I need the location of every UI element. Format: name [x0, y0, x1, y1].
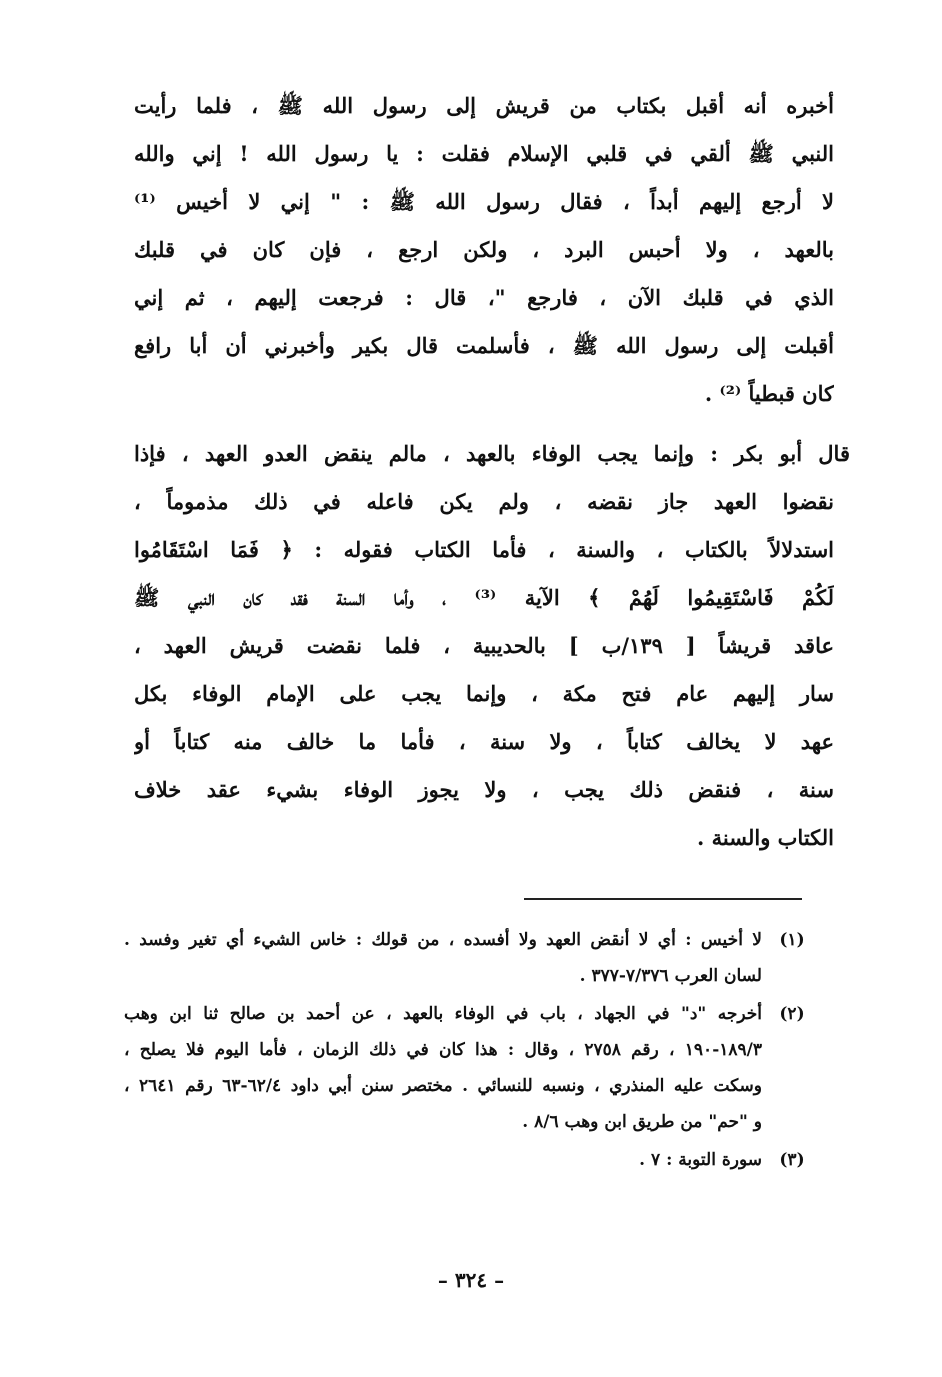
- footnote-3: [124, 1142, 814, 1178]
- text-line: النبي ﷺ ألقي في قلبي الإسلام فقلت : يا رسول الله ! إني والله: [134, 141, 834, 166]
- text-line: أخبره أنه أقبل بكتاب من قريش إلى رسول الله ﷺ ، فلما رأيت: [134, 93, 834, 118]
- footnote-line: لسان العرب ٧/٣٧٦-٣٧٧ .: [579, 966, 762, 986]
- text-line: الكتاب والسنة .: [697, 825, 834, 850]
- footnote-number: (١): [779, 930, 805, 950]
- footnote-line: سورة التوبة : ٧ .: [639, 1150, 762, 1170]
- footnote-2: [124, 996, 814, 1140]
- text-line: لَكُمْ فَاسْتَقِيمُوا لَهُمْ ﴾ الآية ⁽³⁾ ، وأما السنة فقد كان النبي ﷺ: [134, 585, 834, 610]
- footnote-line: أخرجه "د" في الجهاد ، باب في الوفاء بالعهد ، عن أحمد بن صالح ثنا ابن وهب: [124, 1004, 762, 1024]
- main-text: [134, 82, 850, 862]
- text-line: كان قبطياً ⁽²⁾ .: [704, 381, 834, 406]
- text-line: عاقد قريشاً [ ١٣٩/ب ] بالحديبية ، فلما نقضت قريش العهد ،: [134, 633, 834, 658]
- footnote-line: لا أخيس : أي لا أنقض العهد ولا أفسده ، من قولك : خاس الشيء أي تغير وفسد .: [124, 930, 762, 950]
- text-line: قال أبو بكر : وإنما يجب الوفاء بالعهد ، مالم ينقض العدو العهد ، فإذا: [134, 441, 850, 466]
- text-line: لا أرجع إليهم أبداً ، فقال رسول الله ﷺ : " إني لا أخيس ⁽¹⁾: [134, 189, 834, 214]
- footnote-1: [124, 922, 814, 994]
- text-line: نقضوا العهد جاز نقضه ، ولم يكن فاعله في ذلك مذموماً ،: [134, 489, 834, 514]
- paragraph-1: [134, 82, 834, 418]
- footnote-line: ١٨٩/٣-١٩٠ ، رقم ٢٧٥٨ ، وقال : هذا كان في ذلك الزمان ، فأما اليوم فلا يصلح ،: [124, 1040, 762, 1060]
- text-line: الذي في قلبك الآن ، فارجع "، قال : فرجعت إليهم ، ثم إني: [134, 285, 834, 310]
- footnote-separator: [524, 898, 802, 900]
- text-line: استدلالاً بالكتاب ، والسنة ، فأما الكتاب فقوله : ﴿ فَمَا اسْتَقَامُوا: [134, 537, 834, 562]
- text-line: سنة ، فنقض ذلك يجب ، ولا يجوز الوفاء بشيء عقد خلاف: [134, 777, 834, 802]
- footnote-line: وسكت عليه المنذري ، ونسبه للنسائي . مختصر سنن أبي داود ٦٢/٤-٦٣ رقم ٢٦٤١ ،: [124, 1076, 762, 1096]
- footnote-line: و "حم" من طريق ابن وهب ٨/٦ .: [522, 1112, 762, 1132]
- page-number: – ٣٢٤ –: [437, 1268, 505, 1292]
- paragraph-2: [134, 430, 850, 862]
- text-line: أقبلت إلى رسول الله ﷺ ، فأسلمت قال بكير وأخبرني أن أبا رافع: [134, 333, 834, 358]
- text-line: عهد لا يخالف كتاباً ، ولا سنة ، فأما ما خالف منه كتاباً أو: [134, 729, 834, 754]
- footnote-number: (٣): [779, 1150, 805, 1170]
- footnotes: [124, 922, 814, 1180]
- text-line: بالعهد ، ولا أحبس البرد ، ولكن ارجع ، فإن كان في قلبك: [134, 237, 834, 262]
- text-line: سار إليهم عام فتح مكة ، وإنما يجب على الإمام الوفاء بكل: [134, 681, 834, 706]
- footnote-number: (٢): [779, 1004, 805, 1024]
